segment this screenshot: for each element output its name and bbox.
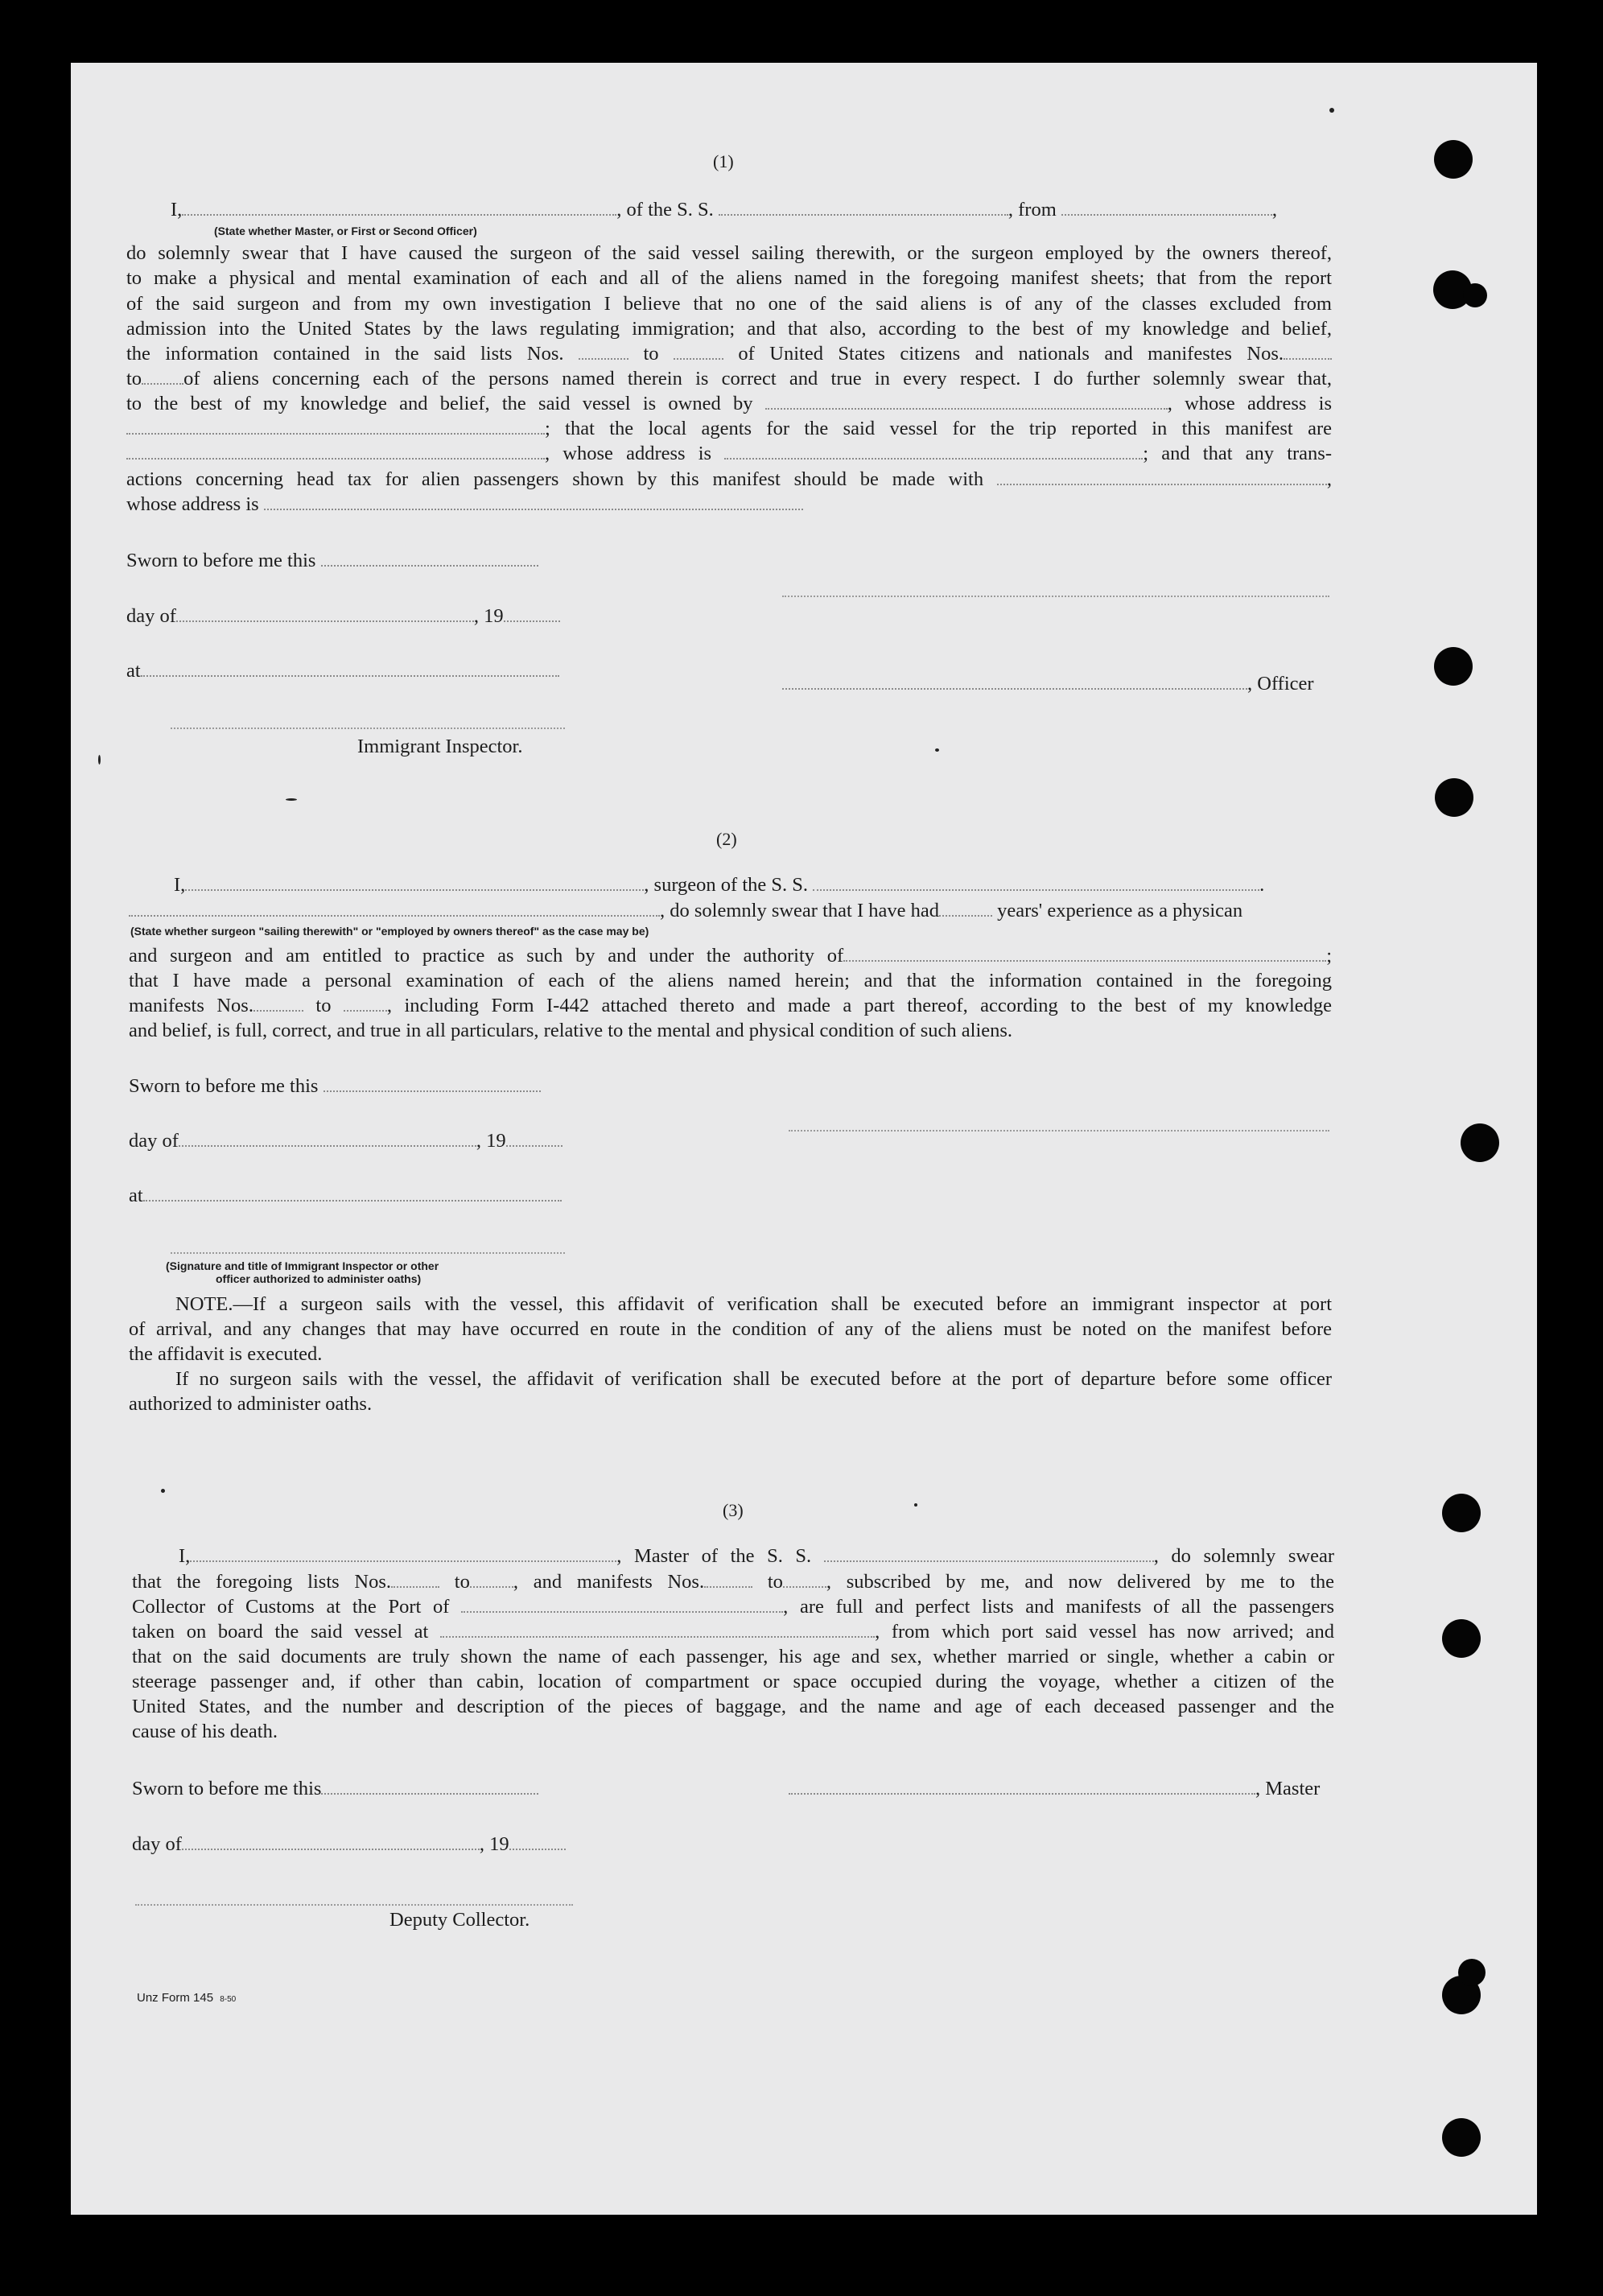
sworn-label: Sworn to before me this xyxy=(126,548,538,573)
blank xyxy=(506,1131,562,1147)
punch-hole xyxy=(1461,1123,1499,1162)
sworn-label: Sworn to before me this xyxy=(129,1074,541,1099)
oath-line: do solemnly swear that I have caused the surgeon of the said vessel sailing therewith, or the surgeon employed by the owners thereof, xyxy=(126,242,1332,264)
oath-line: steerage passenger and, if other than cabin, location of compartment or space occupied during the voyage, whether a citizen of the xyxy=(132,1671,1334,1692)
oath-line: ; that the local agents for the said vessel for the trip reported in this manifest are xyxy=(126,416,1332,441)
blank xyxy=(765,394,1168,410)
oath-line: admission into the United States by the laws regulating immigration; and that also, according to the best of my knowledge and belief, xyxy=(126,318,1332,340)
oath-line: to the best of my knowledge and belief, the said vessel is owned by , whose address is xyxy=(126,393,1332,414)
signature-line xyxy=(782,596,1329,597)
day-of-label: day of , 19 xyxy=(129,1128,562,1153)
oath-line: manifests Nos. to , including Form I-442 attached thereto and made a part thereof, according to the best of my knowledge xyxy=(129,995,1332,1016)
blank xyxy=(344,995,387,1012)
oath-line: that the foregoing lists Nos. to , and manifests Nos. to , subscribed by me, and now delivered by me to the xyxy=(132,1571,1334,1593)
blank xyxy=(843,946,1326,962)
oath-line: Collector of Customs at the Port of , are full and perfect lists and manifests of all the passengers xyxy=(132,1596,1334,1618)
signature-line xyxy=(135,1904,573,1906)
form-number: Unz Form 145 8-50 xyxy=(137,1991,237,2005)
blank xyxy=(824,1546,1154,1562)
blank xyxy=(782,674,1247,690)
oath-line: to of aliens concerning each of the persons named therein is correct and true in every respect. I do further solemnly swear that, xyxy=(126,368,1332,390)
signature-line xyxy=(171,1252,565,1254)
blank xyxy=(129,901,660,917)
punch-hole xyxy=(1442,2118,1481,2157)
oath-line: of the said surgeon and from my own investigation I believe that no one of the said aliens is of any of the classes excluded from xyxy=(126,293,1332,315)
blank xyxy=(789,1779,1255,1795)
master-line: I, , Master of the S. S. , do solemnly swear xyxy=(179,1545,1334,1567)
officer-note: (State whether Master, or First or Second Officer) xyxy=(214,225,477,237)
surgeon-line: , do solemnly swear that I have had years' experience as a physican xyxy=(129,898,1242,923)
blank xyxy=(264,494,803,510)
blank xyxy=(783,1572,826,1588)
blank xyxy=(509,1834,566,1850)
speck xyxy=(286,798,297,801)
blank xyxy=(182,1834,480,1850)
blank xyxy=(1284,344,1332,360)
signature-note: (Signature and title of Immigrant Inspector or other xyxy=(166,1259,439,1272)
speck xyxy=(935,748,939,752)
blank xyxy=(323,1076,541,1092)
day-of-label: day of , 19 xyxy=(132,1832,566,1857)
blank xyxy=(179,1131,476,1147)
punch-hole xyxy=(1458,1959,1486,1986)
oath-line: cause of his death. xyxy=(132,1721,278,1742)
punch-hole xyxy=(1442,1619,1481,1658)
blank xyxy=(182,200,616,216)
blank xyxy=(253,995,303,1012)
day-of-label: day of , 19 xyxy=(126,604,560,629)
officer-label: , Officer xyxy=(782,671,1314,696)
note-line: If no surgeon sails with the vessel, the affidavit of verification shall be executed before at the port of departure before some officer xyxy=(175,1368,1332,1390)
inspector-label: Immigrant Inspector. xyxy=(357,736,523,757)
blank xyxy=(185,875,644,891)
note-line: NOTE.—If a surgeon sails with the vessel, this affidavit of verification shall be executed before an immigrant inspector at port xyxy=(175,1293,1332,1315)
blank xyxy=(321,550,538,567)
section-number: (1) xyxy=(713,151,734,171)
oath-line: United States, and the number and description of the pieces of baggage, and the name and age of each deceased passenger and the xyxy=(132,1696,1334,1717)
master-label: , Master xyxy=(789,1776,1320,1801)
punch-hole xyxy=(1442,1494,1481,1532)
deputy-label: Deputy Collector. xyxy=(389,1909,530,1931)
punch-hole xyxy=(1463,283,1487,307)
oath-line: whose address is xyxy=(126,492,803,517)
blank xyxy=(470,1572,513,1588)
oath-line: , whose address is ; and that any trans- xyxy=(126,441,1332,466)
blank xyxy=(190,1546,616,1562)
blank xyxy=(126,443,545,460)
note-line: the affidavit is executed. xyxy=(129,1343,323,1365)
section-number: (3) xyxy=(723,1500,744,1520)
blank xyxy=(997,469,1327,485)
speck xyxy=(98,755,101,765)
blank xyxy=(504,606,560,622)
blank xyxy=(1061,200,1272,216)
blank xyxy=(674,344,723,360)
at-label: at xyxy=(126,658,559,683)
blank xyxy=(126,418,545,435)
signature-line xyxy=(171,728,565,729)
blank xyxy=(141,661,559,677)
speck xyxy=(914,1503,917,1507)
oath-line: and surgeon and am entitled to practice as such by and under the authority of ; xyxy=(129,945,1332,967)
oath-line: that on the said documents are truly shown the name of each passenger, his age and sex, whether married or single, whether a cabin or xyxy=(132,1646,1334,1667)
oath-line: and belief, is full, correct, and true in all particulars, relative to the mental and physical condition of such aliens. xyxy=(129,1020,1013,1041)
oath-line: to make a physical and mental examination of each and all of the aliens named in the foregoing manifest sheets; that from the report xyxy=(126,267,1332,289)
surgeon-line: I, , surgeon of the S. S. . xyxy=(174,874,1265,896)
oath-line: actions concerning head tax for alien passengers shown by this manifest should be made with , xyxy=(126,468,1332,490)
punch-hole xyxy=(1435,778,1473,817)
punch-hole xyxy=(1434,140,1473,179)
blank xyxy=(719,200,1008,216)
punch-hole xyxy=(1434,647,1473,686)
note-line: authorized to administer oaths. xyxy=(129,1393,373,1415)
blank xyxy=(176,606,474,622)
oath-line: taken on board the said vessel at , from which port said vessel has now arrived; and xyxy=(132,1621,1334,1643)
blank xyxy=(440,1622,875,1638)
section-number: (2) xyxy=(716,829,737,849)
blank xyxy=(461,1597,783,1613)
officer-line: I, , of the S. S. , from , xyxy=(171,199,1278,221)
blank xyxy=(724,443,1143,460)
blank xyxy=(143,1185,562,1202)
blank xyxy=(813,875,1259,891)
signature-line xyxy=(789,1130,1329,1132)
signature-note: officer authorized to administer oaths) xyxy=(216,1272,422,1285)
oath-line: that I have made a personal examination of each of the aliens named herein; and that the information contained in the foregoing xyxy=(129,970,1332,991)
blank xyxy=(391,1572,439,1588)
blank xyxy=(321,1779,538,1795)
blank xyxy=(579,344,628,360)
blank xyxy=(704,1572,752,1588)
speck xyxy=(1329,108,1334,113)
surgeon-note: (State whether surgeon "sailing therewith" or "employed by owners thereof" as the case may be) xyxy=(130,925,649,938)
note-line: of arrival, and any changes that may have occurred en route in the condition of any of the aliens must be noted on the manifest before xyxy=(129,1318,1332,1340)
blank xyxy=(142,369,183,385)
speck xyxy=(161,1489,165,1493)
sworn-label: Sworn to before me this xyxy=(132,1776,538,1801)
at-label: at xyxy=(129,1183,562,1208)
blank xyxy=(939,901,992,917)
oath-line: the information contained in the said lists Nos. to of United States citizens and nationals and manifestes Nos. xyxy=(126,341,1332,366)
